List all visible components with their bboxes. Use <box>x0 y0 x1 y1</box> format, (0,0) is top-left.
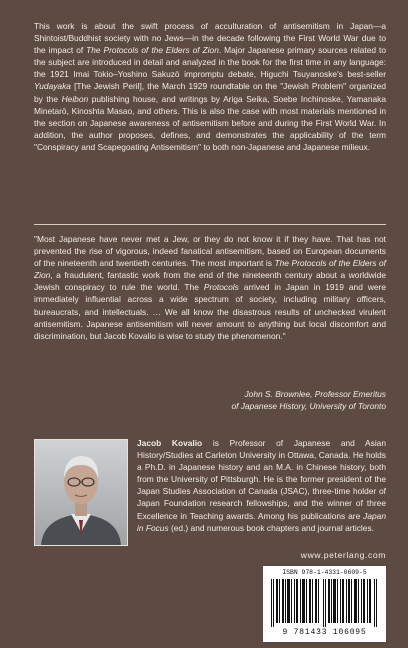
desc-text-1: This work is about the swift process of acculturation of antisemitism in Japan—a Shintoist/Buddhist society with no Jews—in the decade following the First World War due to the impact of <box>34 21 386 56</box>
quote-text-3: arrived in Japan in 1919 and were immediately influential across a wide spectrum of society, including military officers, bureaucrats, and intellectuals. … We all know the disastrous results of unchecked virulent antisemitism. Japanese antisemitism will never amount to anything but local discomfort and discrimination, but Jacob Kovalio is wise to study the phenomenon." <box>34 282 386 341</box>
quote-text-1: "Most Japanese have never met a Jew, or they do not know it if they have. That has not prevented the rise of vigorous, indeed fanatical antisemitism, based on European documents of the nineteenth and twentieth centuries. The most important is <box>34 234 386 269</box>
author-bio <box>137 437 386 534</box>
endorser-name: John S. Brownlee, Professor Emeritus <box>244 389 386 399</box>
quote-title-protocols: The Protocols of the Elders of Zion <box>34 258 386 281</box>
book-description <box>34 20 386 153</box>
desc-title-heibon: Heibon <box>61 93 89 104</box>
desc-title-yudayaka: Yudayaka <box>34 81 71 92</box>
section-divider <box>34 224 386 225</box>
bio-text-2: (ed.) and numerous book chapters and journal articles. <box>168 522 374 533</box>
endorser-affiliation: of Japanese History, University of Toronto <box>231 401 386 412</box>
desc-title-protocols: The Protocols of the Elders of Zion <box>86 45 219 56</box>
author-portrait-image <box>35 440 127 545</box>
isbn-barcode <box>263 566 386 642</box>
author-name: Jacob Kovalio <box>137 438 203 448</box>
desc-text-3: [The Jewish Peril], the March 1929 roundtable on the "Jewish Problem" organized by the <box>34 81 386 104</box>
author-photo <box>34 439 128 546</box>
publisher-url[interactable]: www.peterlang.com <box>300 550 386 560</box>
endorsement-quote <box>34 233 386 342</box>
endorsement-signature <box>140 388 386 412</box>
isbn-label: ISBN 978-1-4331-0609-5 <box>282 569 367 576</box>
quote-text-2: , a fraudulent, fantastic work from the end of the nineteenth century about a worldwide Jewish conspiracy to rule the world. The <box>34 270 386 293</box>
desc-text-2: . Major Japanese primary sources related to the subject are introduced in detail and analyzed in the book for the first time in any language: the 1921 Imai Tokio–Yoshino Sakuzō impromptu debate, Higuchi Tsuyanoske's best-seller <box>34 45 386 80</box>
barcode-bars <box>271 579 378 627</box>
quote-title-protocols-short: Protocols <box>203 282 239 293</box>
desc-text-4: publishing house, and writings by Ariga Seika, Soebe Inchinoske, Yamanaka Minetarō, Kinoshta Masao, and others. This is also the case with most materials mentioned in the section on Japanese awareness of antisemitism before and during the First World War. In addition, the author proposes, defines, and demonstrates the applicability of the term "Conspiracy and Scapegoating Antisemitism" to both non-Japanese and Japanese milieux. <box>34 93 386 152</box>
bio-title-japan-in-focus: Japan in Focus <box>137 510 386 533</box>
barcode-digits: 9 781433 106095 <box>282 628 367 637</box>
bio-text-1: is Professor of Japanese and Asian History/Studies at Carleton University in Ottawa, Canada. He holds a Ph.D. in Japanese history and an M.A. in Chinese history, both from the University of Pittsburgh. He is the former president of the Japan Studies Association of Canada (JSAC), three-time holder of Japan Foundation research fellowships, and the winner of three Excellence in Teaching awards. Among his publications are <box>137 438 386 521</box>
